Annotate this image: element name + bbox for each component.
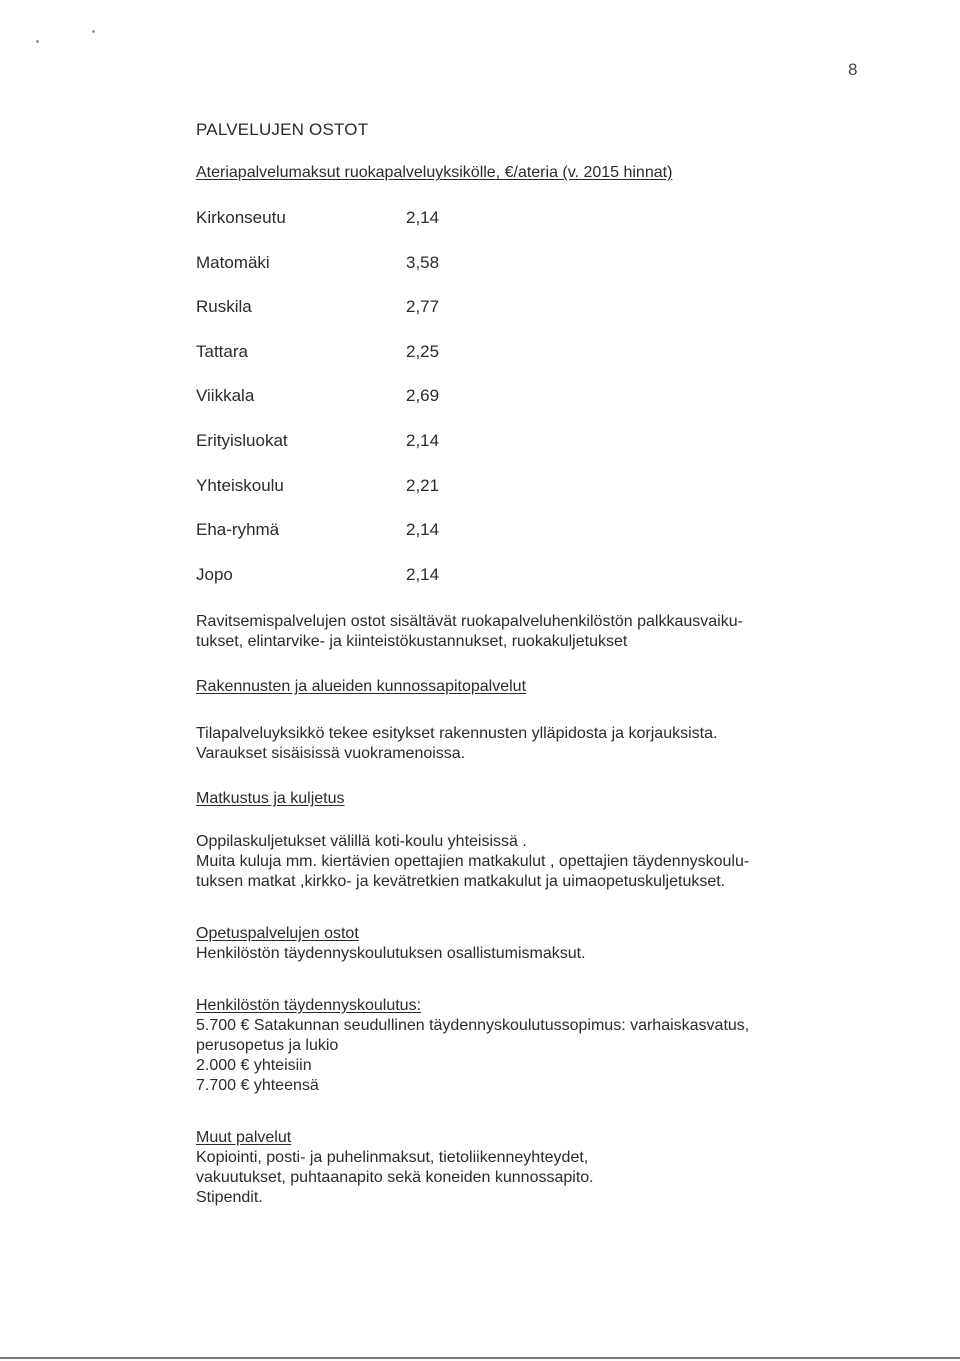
unit-name: Yhteiskoulu — [196, 475, 284, 495]
buildings-text — [196, 724, 886, 764]
unit-name: Tattara — [196, 341, 248, 361]
unit-price: 2,14 — [406, 520, 440, 540]
list-item — [196, 431, 496, 476]
unit-price: 3,58 — [406, 252, 440, 272]
unit-price: 2,14 — [406, 564, 440, 584]
unit-price: 2,21 — [406, 475, 440, 495]
unit-name: Matomäki — [196, 252, 270, 272]
text-line: Tilapalveluyksikkö tekee esitykset rakennusten ylläpidosta ja korjauksista. — [196, 725, 718, 742]
training-section — [196, 996, 886, 1096]
unit-price: 2,25 — [406, 341, 440, 361]
meal-fees-note — [196, 612, 886, 652]
list-item — [196, 342, 496, 387]
buildings-subheading: Rakennusten ja alueiden kunnossapitopalvelut — [196, 678, 527, 695]
list-item — [196, 565, 496, 610]
text-line: Muita kuluja mm. kiertävien opettajien matkakulut , opettajien täydennyskoulu- — [196, 853, 750, 870]
text-line: perusopetus ja lukio — [196, 1037, 339, 1054]
unit-name: Jopo — [196, 564, 233, 584]
page-bottom-rule — [0, 1357, 960, 1359]
meal-price-list — [196, 208, 496, 609]
page-number: 8 — [848, 60, 858, 79]
other-section — [196, 1128, 886, 1208]
text-line: Stipendit. — [196, 1189, 263, 1206]
list-item — [196, 520, 496, 565]
note-line: Ravitsemispalvelujen ostot sisältävät ruokapalveluhenkilöstön palkkausvaiku- — [196, 613, 743, 630]
unit-price: 2,69 — [406, 386, 440, 406]
scan-speck — [92, 30, 95, 33]
page-heading: PALVELUJEN OSTOT — [196, 120, 369, 139]
unit-name: Erityisluokat — [196, 430, 288, 450]
text-line: 5.700 € Satakunnan seudullinen täydennyskoulutussopimus: varhaiskasvatus, — [196, 1017, 750, 1034]
note-line: tukset, elintarvike- ja kiinteistökustannukset, ruokakuljetukset — [196, 633, 628, 650]
unit-name: Ruskila — [196, 297, 252, 317]
text-line: 2.000 € yhteisiin — [196, 1057, 312, 1074]
list-item — [196, 476, 496, 521]
unit-name: Viikkala — [196, 386, 255, 406]
list-item — [196, 297, 496, 342]
other-subheading: Muut palvelut — [196, 1129, 292, 1146]
travel-text — [196, 832, 886, 892]
text-line: Kopiointi, posti- ja puhelinmaksut, tietoliikenneyhteydet, — [196, 1149, 589, 1166]
travel-subheading: Matkustus ja kuljetus — [196, 790, 345, 807]
text-line: 7.700 € yhteensä — [196, 1077, 319, 1094]
unit-price: 2,14 — [406, 208, 440, 227]
unit-name: Kirkonseutu — [196, 208, 286, 227]
unit-price: 2,14 — [406, 430, 440, 450]
list-item — [196, 386, 496, 431]
meal-fees-subheading: Ateriapalvelumaksut ruokapalveluyksikölle, €/ateria (v. 2015 hinnat) — [196, 164, 673, 181]
text-line: Henkilöstön täydennyskoulutuksen osallistumismaksut. — [196, 945, 586, 962]
text-line: Varaukset sisäisissä vuokramenoissa. — [196, 745, 466, 762]
list-item — [196, 208, 496, 253]
education-section — [196, 924, 886, 964]
unit-name: Eha-ryhmä — [196, 520, 280, 540]
training-subheading: Henkilöstön täydennyskoulutus: — [196, 997, 422, 1014]
text-line: tuksen matkat ,kirkko- ja kevätretkien matkakulut ja uimaopetuskuljetukset. — [196, 873, 726, 890]
text-line: vakuutukset, puhtaanapito sekä koneiden kunnossapito. — [196, 1169, 594, 1186]
scan-speck — [36, 40, 39, 43]
unit-price: 2,77 — [406, 297, 440, 317]
text-line: Oppilaskuljetukset välillä koti-koulu yhteisissä . — [196, 833, 527, 850]
education-subheading: Opetuspalvelujen ostot — [196, 925, 359, 942]
list-item — [196, 253, 496, 298]
